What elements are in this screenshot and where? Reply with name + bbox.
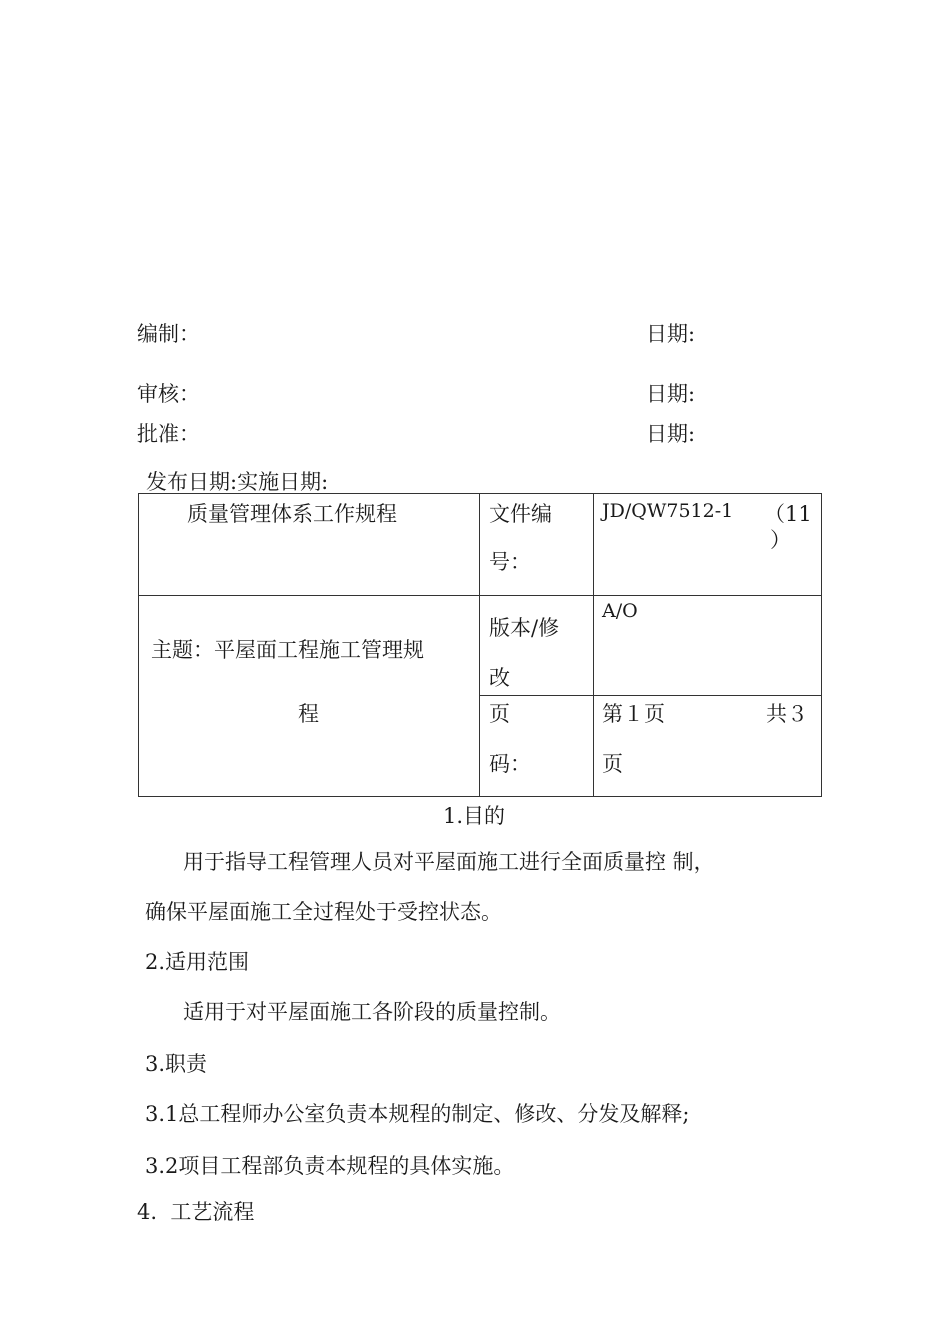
header-row-version: [139, 596, 822, 696]
section-1-paragraph-line1: 用于指导工程管理人员对平屋面施工进行全面质量控 制，: [183, 850, 715, 874]
title-cell: [139, 494, 480, 596]
page-label-line2: 码：: [489, 752, 531, 776]
doc-no-value-cell: [594, 494, 822, 596]
release-date-line: 发布日期:实施日期:: [146, 470, 329, 494]
section-1-heading: 1.目的: [443, 804, 506, 828]
doc-no-label-line2: 号：: [489, 550, 531, 574]
page-current: 第１页: [602, 702, 665, 726]
version-value-cell: [594, 596, 822, 696]
doc-no-suffix-line2: ）: [770, 528, 791, 552]
subject-line1: 主题：平屋面工程施工管理规: [151, 638, 424, 662]
section-3-2: 3.2项目工程部负责本规程的具体实施。: [145, 1154, 515, 1178]
page-total: 共３: [766, 702, 808, 726]
page-value-cell: [594, 696, 822, 797]
compile-date-label: 日期:: [646, 322, 696, 346]
section-2-paragraph: 适用于对平屋面施工各阶段的质量控制。: [183, 1000, 561, 1024]
version-label-cell: [480, 596, 594, 696]
review-date-label: 日期:: [646, 382, 696, 406]
section-4-heading: 4. 工艺流程: [137, 1200, 255, 1224]
page-label-line1: 页: [489, 702, 510, 726]
doc-no-suffix-line1: （11: [764, 502, 812, 526]
version-label-line2: 改: [489, 666, 510, 690]
page-label-cell: [480, 696, 594, 797]
document-title: 质量管理体系工作规程: [187, 502, 397, 526]
version-value: A/O: [602, 600, 638, 622]
page-unit: 页: [602, 752, 623, 776]
header-row-title: [139, 494, 822, 596]
review-label: 审核：: [137, 382, 200, 406]
compile-label: 编制：: [137, 322, 200, 346]
section-2-heading: 2.适用范围: [145, 950, 250, 974]
version-label-line1: 版本/修: [489, 616, 560, 640]
document-header-table: [138, 493, 822, 797]
subject-cell: [139, 596, 480, 797]
approve-date-label: 日期:: [646, 422, 696, 446]
approve-label: 批准：: [137, 422, 200, 446]
section-1-paragraph-line2: 确保平屋面施工全过程处于受控状态。: [145, 900, 502, 924]
section-3-heading: 3.职责: [145, 1052, 208, 1076]
subject-line2: 程: [298, 702, 319, 726]
section-3-1: 3.1总工程师办公室负责本规程的制定、修改、分发及解释;: [145, 1102, 690, 1126]
doc-no-value: JD/QW7512-1: [602, 500, 734, 522]
doc-no-label-line1: 文件编: [489, 502, 552, 526]
doc-no-label-cell: [480, 494, 594, 596]
